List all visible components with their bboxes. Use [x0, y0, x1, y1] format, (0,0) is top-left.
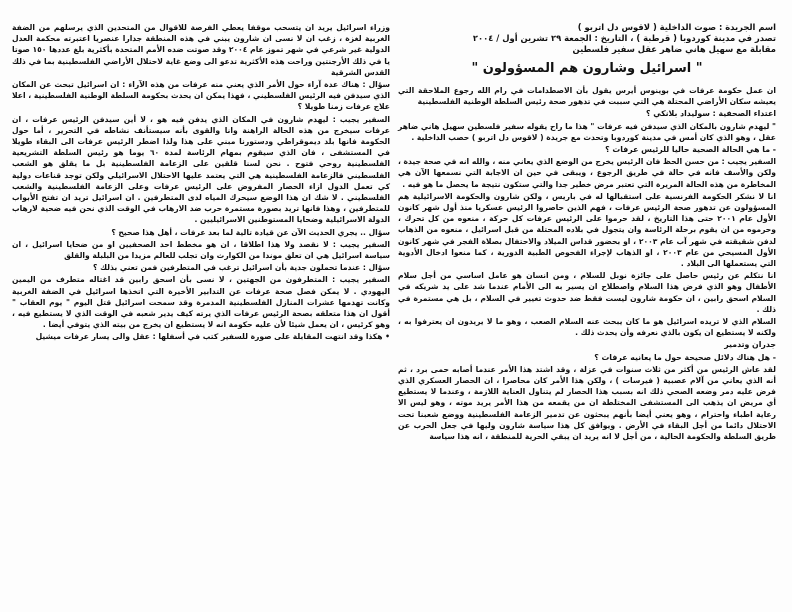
answer-paragraph-3: انا نتكلم عن رئيس حاصل على جائزة نوبل للسلام ، ومن انسان هو عامل اساسي من أجل سلام الأطفال وهو الذي فرض هذا السلام واصطلاح ان يسير به الى الأمام عندما شد على يد شريكه في السلام اسحق رابين ، ان حكومة شارون ليست فقط ضد حدوث تغيير في السلام ، بل هي مستمرة في ذلك .: [398, 271, 776, 314]
answer-paragraph-2: انا لا نشكر الحكومة الفرنسية على استقبالها له في باريس ، ولكن شارون والحكومة الاسرائيلية هم المسؤولون عن تدهور صحة الرئيس عرفات ، فهم الذين حاصروا الرئيس عسكريا منذ أول شهر كانون الأول عام ٢٠٠١ حتى هذا التاريخ ، لقد حرموا على الرئيس عرفات كل حركة ، منعوه من كل تحرك ، وحرموه من ان يقوم برحلة الرئاسة وان يتجول في بلاده المحتلة من قبل اسرائيل ، منعوه من الذهاب لدفن شقيقته في شهر آب عام ٢٠٠٣ ، او بحضور قداس الميلاد والاحتفال بصلاة الفجر في شهر كانون الأول المسيحي من عام ٢٠٠٣ ، او الذهاب لإجراء الفحوص الطبية الدورية ، كما منعوا ادخال الأدوية التي يستعملها الى البلاد .: [398, 191, 776, 269]
question-health: - ما هي الحالة الصحية حاليا للرئيس عرفات ؟: [605, 145, 776, 155]
answer-paragraph-4: السلام الذي لا تريده اسرائيل هو ما كان يبحث عنه السلام الصعب ، وهو ما لا يريدون ان يعترفوا به ، ولكنه لا يستطيع ان يكون بالذي نعرفه وأن يحدث ذلك .: [398, 317, 776, 338]
publication-info: تصدر في مدينة كوردوبا ( قرطبة ) ، التاريخ : الجمعة ٢٩ تشرين أول / ٢٠٠٤: [472, 33, 776, 43]
section-heading-walls: جدران وتدمير: [724, 340, 776, 350]
answer-paragraph-5: لقد عاش الرئيس من أكثر من ثلاث سنوات في عزلة ، وقد اشتد هذا الأمر عندما أصابه حمى برد ، ثم أنه الذي يعاني من آلام عصبية ( فيرسات ) ، ولكن هذا الأمر كان محاصرا ، ان الحصار العسكري الذي فرض عليه دمر وضعه الصحي ذلك انه بسبب هذا الحصار لم يتناول العناية اللازمة ، وعندما لا يستطيع أي مريض ان يذهب الى المستشفى المختلطة ان من يقمعه من هذا الأمر يريد موته ، وهو ليس الا رعاية اطباء واحترام ، وهو يعني أيضا بأنهم يبحثون عن تدمير الزعامة الفلسطينية ووضع شعبنا تحت الاحتلال دائما من أجل البقاء في الأرض . ويوافق كل هذا سياسة شارون وليها في جعل الحرب عن طريق السلطة والحكومة الحالية ، من أجل لا انه يريد ان يبقي الحرية للمنطقة ، انه هذا سياسة: [398, 364, 776, 442]
newspaper-name: اسم الجريدة : صوت الداخلية ( لاقوس دل اتربو ): [577, 22, 776, 32]
right-column: [398, 22, 776, 443]
question-evidence: - هل هناك دلائل صحيحة حول ما يعانيه عرفات ؟: [594, 352, 776, 362]
left-question-2: سؤال .. يجري الحديث الآن عن قيادة تالية لما بعد عرفات ، أهل هذا صحيح ؟: [111, 227, 390, 237]
photo-caption-note: • هكذا وقد انتهت المقابلة على صورة للسفير كتب في أسفلها : عقل والى يسار عرفات ميشيل: [35, 332, 390, 342]
left-column: [12, 22, 390, 344]
quote-paragraph: " ليهدم شارون بالمكان الذي سيدفن فيه عرفات " هذا ما راح يقوله سفير فلسطين سهيل هاني ضاهر عقل ، وهو الذي كان أمس في مدينة كوردوبا وتحدث مع جريدة ( لاقوس دل اتربو ) حصب الداخلية .: [398, 121, 776, 142]
left-answer-2: السفير يجيب : لا نقصد ولا هذا اطلاقا ، ان هو مخطط احد الصحفيين او من ضحايا اسرائيل ، ان سياسة اسرائيل هي ان تعلق موندا من الكوارث وان تجلب للعالم مزيدا من البلبلة والقلق: [12, 239, 390, 261]
interview-subtitle: مقابلة مع سهيل هاني ضاهر عقل سفير فلسطين: [572, 44, 776, 54]
left-paragraph-1: وزراء اسرائيل يريد ان يتسحب موقفا يعطي الفرصة للاقوال من المتحدين الذي يرسلهم من الضفة الغربية لغزة ، زغب ان لا نسى ان شارون يبني في هذه المنطقة جدارا عنصريا اعتبرته محكمة العدل الدولية غير شرعي في شهر تموز عام ٢٠٠٤ وقد صوتت ضده الأمم المتحدة بأكثرية بلغ عددها ١٥٠ صوتا يا في ذلك الأرجنتين وراحت هذه الأكثرية تدعو الى وضع غاية لاحتلال الأراضي الفلسطينية بما في ذلك القدس الشرقية: [12, 23, 390, 77]
headline: " اسرائيل وشارون هم المسؤولون ": [471, 61, 703, 76]
answer-paragraph-1: السفير يجيب : من حسن الحظ فان الرئيس يخرج من الوضع الذي يعاني منه ، والله انه في صحة جيدة ، ولكن والأسف فانه في حالة في طريق الرجوع ، ويبقى في حين ان الاجابة التي نسمعها الآن هي المخاطرة من هذه الحالة المريرة التي تعتبر مرض خطير جدا والتي ستكون نتيجة ما يحصل ما هو فيه .: [398, 157, 776, 189]
journalist-credit: اعتداء الصحفية : سوليداد بلانكي ؟: [645, 109, 776, 119]
intro-paragraph: ان عمل حكومة عرفات في بوينوس أيرس يقول بأن الاصطدامات في رام الله رجوع الملاحقة التي يعيشه سكان الأراضي المحتلة هي التي سببت في تدهور صحة رئيس السلطة الوطنية الفلسطينية: [398, 86, 776, 107]
left-question-3: سؤال : عندما تحملون جدية بأن اسرائيل ترغب في المتطرفين فمن تعني بذلك ؟: [93, 263, 390, 273]
left-answer-1: السفير يجيب : ليهدم شارون في المكان الذي يدفن فيه هو ، لا أين سيدفن الرئيس عرفات ، ان عرفات سيخرج من هذه الحالة الراهنة وانا والقوى بأنه سيستأنف نشاطه في التحرير ، أما حول الحكومة فانها بلد ديموقراطي ودستورنا مبني على هذا ولذا اضطر الرئيس عرفات الى البقاء طويلا في المستشفى ، فان الذي سيقوم بمهام الرئاسة لمدة ٦٠ يوما هو رئيس السلطة التشريعية الفلسطينية روحي فتوح . نحن لسنا قلقين على الزعامة الفلسطينية بل ما يقلق هو الشعب الفلسطيني فالزعامة الفلسطينية هي التي يعتمد عليها الاحتلال الاسرائيلي ولكن توجد قناعات دولية كي تعمل الدول ازاء الحصار المفروض على الرئيس عرفات وعلى الزعامة الفلسطينية والشعب الفلسطيني . لا شك ان هذا الوضع سيحرك المياه لدى المتطرفين . ان اسرائيل تريد ان تفتح الأبواب للمتطرفين ، وهذا فانها تريد بصورة مستمرة حرب ضد الارهاب في الوقت الذي نحن فيه ضحية لارهاب الدولة الاسرائيلية وضحايا المستوطنين الاسرائيليين .: [12, 114, 390, 225]
left-answer-3: السفير يجيب : المتطرفون من الجهتين ، لا نسى بأن اسحق رابين قد اغتاله متطرف من اليمين اليهودي . لا يمكن فصل صحة عرفات عن التدابير الأخيرة التي اتخذها اسرائيل في الضفة الغربية وكانت تهدمها عشرات المنازل الفلسطينية المدمرة وقد سمحت اسرائيل قتل اليوم " يوم العقاب " أقول ان هذا متعلقه بصحة الرئيس عرفات الذي يرته كيف يدير شعبه في الوقت الذي لا يستطيع فيه ، وهو كرئيس ، ان يعمل شيئا لأن عليه حكومة انه لا يستطيع ان يخرج من بيته الذي يتوفي أيضا .: [12, 275, 390, 330]
left-question-1: سؤال : هناك عدة آراء حول الأمر الذي يعني منه عرفات من هذه الآراء : ان اسرائيل تبحث عن المكان الذي سيدفن فيه الرئيس الفلسطيني ، فهذا يمكن ان يحدث بحكومة السلطة الوطنية الفلسطينية ، اعلا علاج عرفات زمنا طويلا ؟: [12, 80, 390, 112]
